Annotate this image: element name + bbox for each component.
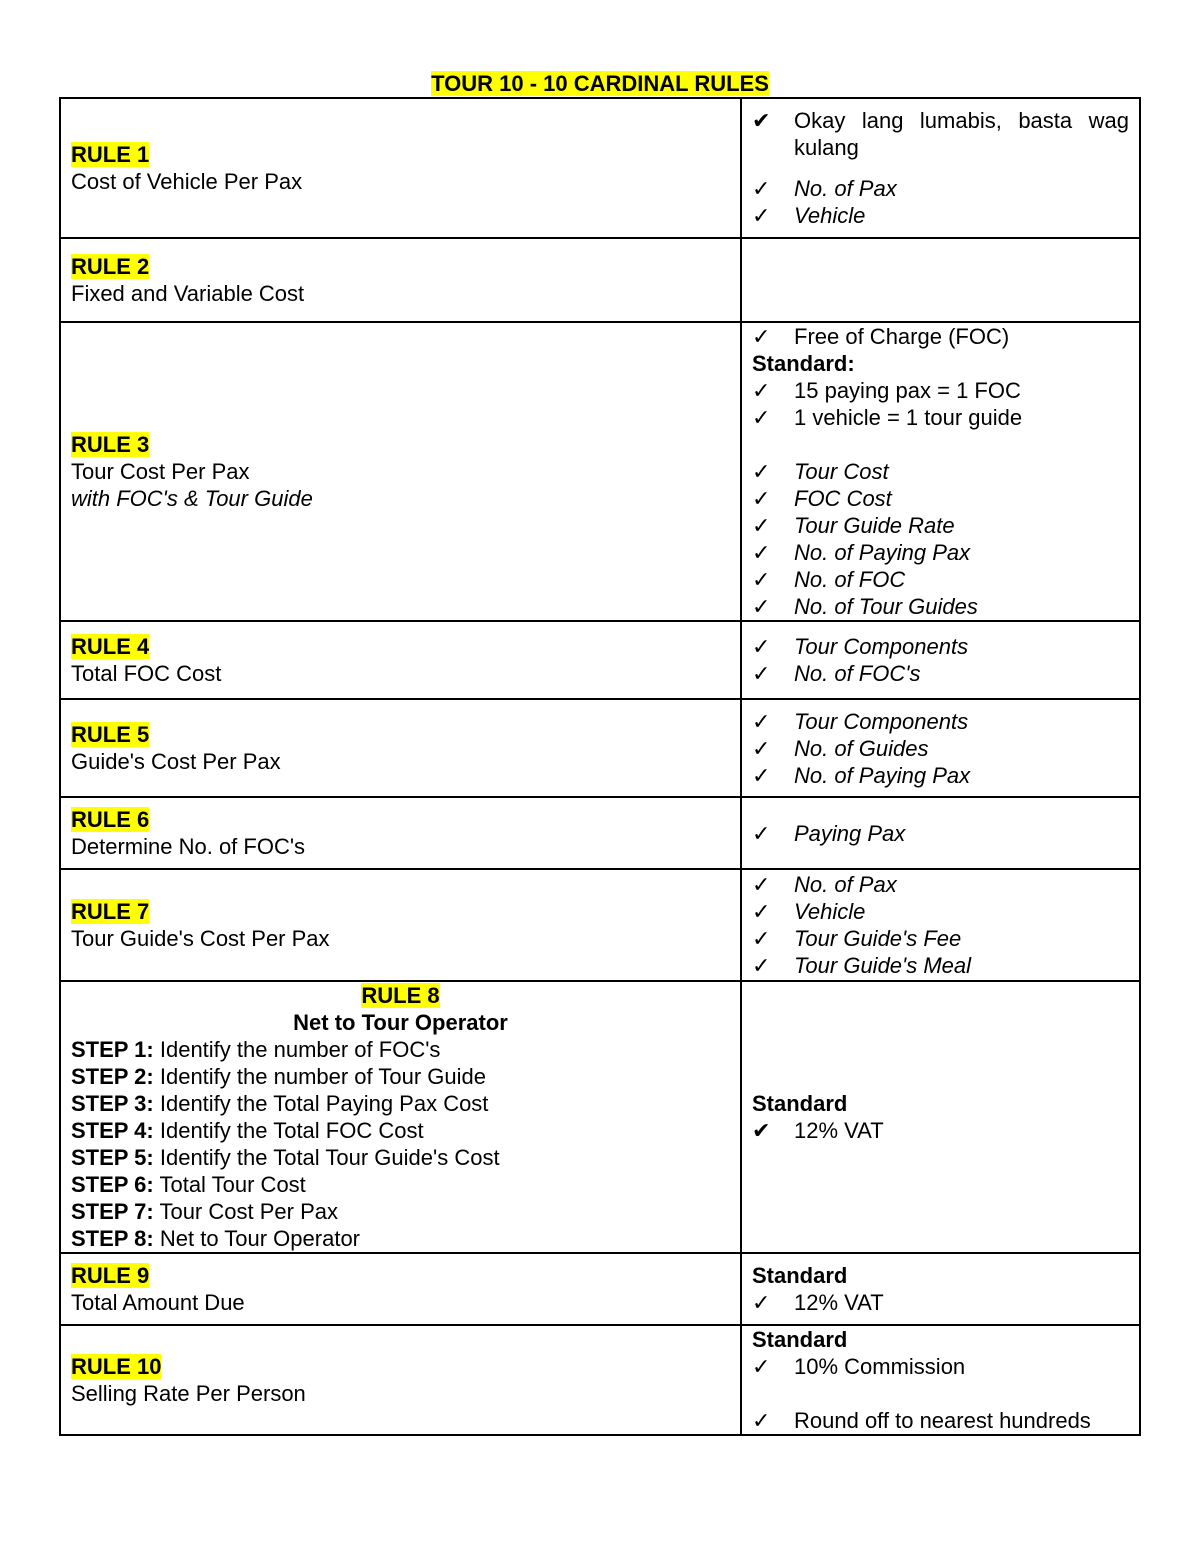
check-item: ✓ Round off to nearest hundreds	[752, 1408, 1091, 1433]
check-mark-icon: ✓	[752, 1290, 771, 1315]
check-item: ✓ Tour Components	[752, 708, 969, 734]
rule-label: RULE 7	[71, 899, 150, 924]
check-mark-icon: ✔	[752, 1118, 771, 1143]
check-mark-icon: ✓	[752, 634, 771, 659]
rule-description: Total Amount Due	[71, 1290, 245, 1315]
check-item: ✓ FOC Cost	[752, 486, 892, 511]
rule-2-left	[60, 238, 741, 322]
check-item: ✓ No. of Pax	[752, 176, 897, 201]
rule-description: Tour Guide's Cost Per Pax	[71, 926, 330, 951]
rule-10-right	[741, 1325, 1140, 1435]
rule-label: RULE 1	[71, 142, 150, 167]
check-mark-icon: ✓	[752, 820, 771, 846]
step-line: STEP 2: Identify the number of Tour Guide	[71, 1064, 486, 1089]
check-item: ✔ Okay lang lumabis, basta wag kulang	[752, 108, 1129, 160]
rule-5-right	[741, 699, 1140, 797]
step-line: STEP 4: Identify the Total FOC Cost	[71, 1118, 424, 1143]
check-mark-icon: ✓	[752, 872, 771, 897]
check-mark-icon: ✓	[752, 594, 771, 619]
rule-row-10	[60, 1325, 1140, 1435]
step-line: STEP 6: Total Tour Cost	[71, 1172, 306, 1197]
check-mark-icon: ✓	[752, 1408, 771, 1433]
check-item: ✔ 12% VAT	[752, 1118, 884, 1143]
check-mark-icon: ✓	[752, 203, 771, 228]
standard-heading: Standard:	[752, 351, 855, 376]
check-mark-icon: ✓	[752, 378, 771, 403]
standard-heading: Standard	[752, 1327, 848, 1352]
rule-label: RULE 10	[71, 1354, 162, 1379]
check-mark-icon: ✓	[752, 486, 771, 511]
check-item: ✓ 1 vehicle = 1 tour guide	[752, 405, 1023, 430]
rule-row-9	[60, 1253, 1140, 1325]
cardinal-rules-table	[59, 97, 1141, 1436]
check-item: ✓ 15 paying pax = 1 FOC	[752, 378, 1021, 403]
check-mark-icon: ✓	[752, 926, 771, 951]
check-mark-icon: ✓	[752, 540, 771, 565]
rule-8-right	[741, 981, 1140, 1253]
rule-heading: Net to Tour Operator	[293, 1010, 508, 1035]
rule-9-left	[60, 1253, 741, 1325]
check-item: ✓ Tour Guide's Meal	[752, 953, 972, 978]
rule-9-right	[741, 1253, 1140, 1325]
check-item: ✓ Vehicle	[752, 203, 866, 228]
rule-description: Selling Rate Per Person	[71, 1381, 306, 1406]
rule-label: RULE 3	[71, 432, 150, 457]
check-item: ✓ No. of Paying Pax	[752, 762, 971, 788]
rule-4-left	[60, 621, 741, 699]
rule-6-right	[741, 797, 1140, 869]
rule-10-left	[60, 1325, 741, 1435]
rule-label: RULE 6	[71, 807, 150, 832]
rule-description: Determine No. of FOC's	[71, 834, 306, 859]
check-item: ✓ Vehicle	[752, 899, 866, 924]
check-mark-icon: ✓	[752, 735, 771, 761]
rule-row-7	[60, 869, 1140, 981]
rule-label: RULE 9	[71, 1263, 150, 1288]
rule-3-right	[741, 322, 1140, 621]
rule-6-left	[60, 797, 741, 869]
check-item: ✓ No. of FOC's	[752, 661, 921, 686]
rule-3-left	[60, 322, 741, 621]
check-mark-icon: ✓	[752, 459, 771, 484]
rule-1-right	[741, 98, 1140, 238]
check-mark-icon: ✔	[752, 108, 771, 133]
document-title: TOUR 10 - 10 CARDINAL RULES	[431, 71, 769, 96]
step-line: STEP 8: Net to Tour Operator	[71, 1226, 360, 1251]
step-line: STEP 7: Tour Cost Per Pax	[71, 1199, 338, 1224]
rule-2-right	[741, 238, 1140, 322]
rule-row-3	[60, 322, 1140, 621]
rule-label: RULE 4	[71, 634, 150, 659]
check-item: ✓ Tour Cost	[752, 459, 889, 484]
check-item: ✓ No. of Tour Guides	[752, 594, 978, 619]
rule-description: Total FOC Cost	[71, 661, 222, 686]
rule-row-1	[60, 98, 1140, 238]
rule-1-left	[60, 98, 741, 238]
check-mark-icon: ✓	[752, 324, 771, 349]
check-item: ✓ 10% Commission	[752, 1354, 966, 1379]
rule-description: Guide's Cost Per Pax	[71, 749, 281, 774]
rule-7-right	[741, 869, 1140, 981]
rule-row-4	[60, 621, 1140, 699]
rule-5-left	[60, 699, 741, 797]
step-line: STEP 3: Identify the Total Paying Pax Cost	[71, 1091, 489, 1116]
step-line: STEP 1: Identify the number of FOC's	[71, 1037, 441, 1062]
rule-row-6	[60, 797, 1140, 869]
rule-row-8	[60, 981, 1140, 1253]
rule-description: Fixed and Variable Cost	[71, 281, 305, 306]
check-mark-icon: ✓	[752, 405, 771, 430]
rule-label: RULE 8	[361, 983, 440, 1008]
check-mark-icon: ✓	[752, 661, 771, 686]
check-item: ✓ Tour Components	[752, 634, 969, 659]
rule-8-left	[60, 981, 741, 1253]
step-line: STEP 5: Identify the Total Tour Guide's Cost	[71, 1145, 500, 1170]
rule-description: Tour Cost Per Pax	[71, 459, 250, 484]
rule-subdescription: with FOC's & Tour Guide	[71, 486, 313, 511]
rule-row-5	[60, 699, 1140, 797]
rule-row-2	[60, 238, 1140, 322]
rule-description: Cost of Vehicle Per Pax	[71, 169, 303, 194]
check-item: ✓ Tour Guide's Fee	[752, 926, 962, 951]
check-mark-icon: ✓	[752, 708, 771, 734]
check-mark-icon: ✓	[752, 567, 771, 592]
check-item: ✓ 12% VAT	[752, 1290, 884, 1315]
rule-4-right	[741, 621, 1140, 699]
standard-heading: Standard	[752, 1091, 848, 1116]
check-mark-icon: ✓	[752, 899, 771, 924]
rule-7-left	[60, 869, 741, 981]
check-mark-icon: ✓	[752, 513, 771, 538]
check-item: ✓ No. of FOC	[752, 567, 906, 592]
check-item: ✓ No. of Guides	[752, 735, 929, 761]
check-item: ✓ Tour Guide Rate	[752, 513, 955, 538]
check-item: ✓ No. of Paying Pax	[752, 540, 971, 565]
check-mark-icon: ✓	[752, 762, 771, 788]
check-item: ✓ No. of Pax	[752, 872, 897, 897]
check-mark-icon: ✓	[752, 1354, 771, 1379]
check-item: ✓ Paying Pax	[752, 820, 906, 846]
check-item: ✓ Free of Charge (FOC)	[752, 324, 1010, 349]
check-mark-icon: ✓	[752, 176, 771, 201]
standard-heading: Standard	[752, 1263, 848, 1288]
rule-label: RULE 5	[71, 722, 150, 747]
rule-label: RULE 2	[71, 254, 150, 279]
check-mark-icon: ✓	[752, 953, 771, 978]
